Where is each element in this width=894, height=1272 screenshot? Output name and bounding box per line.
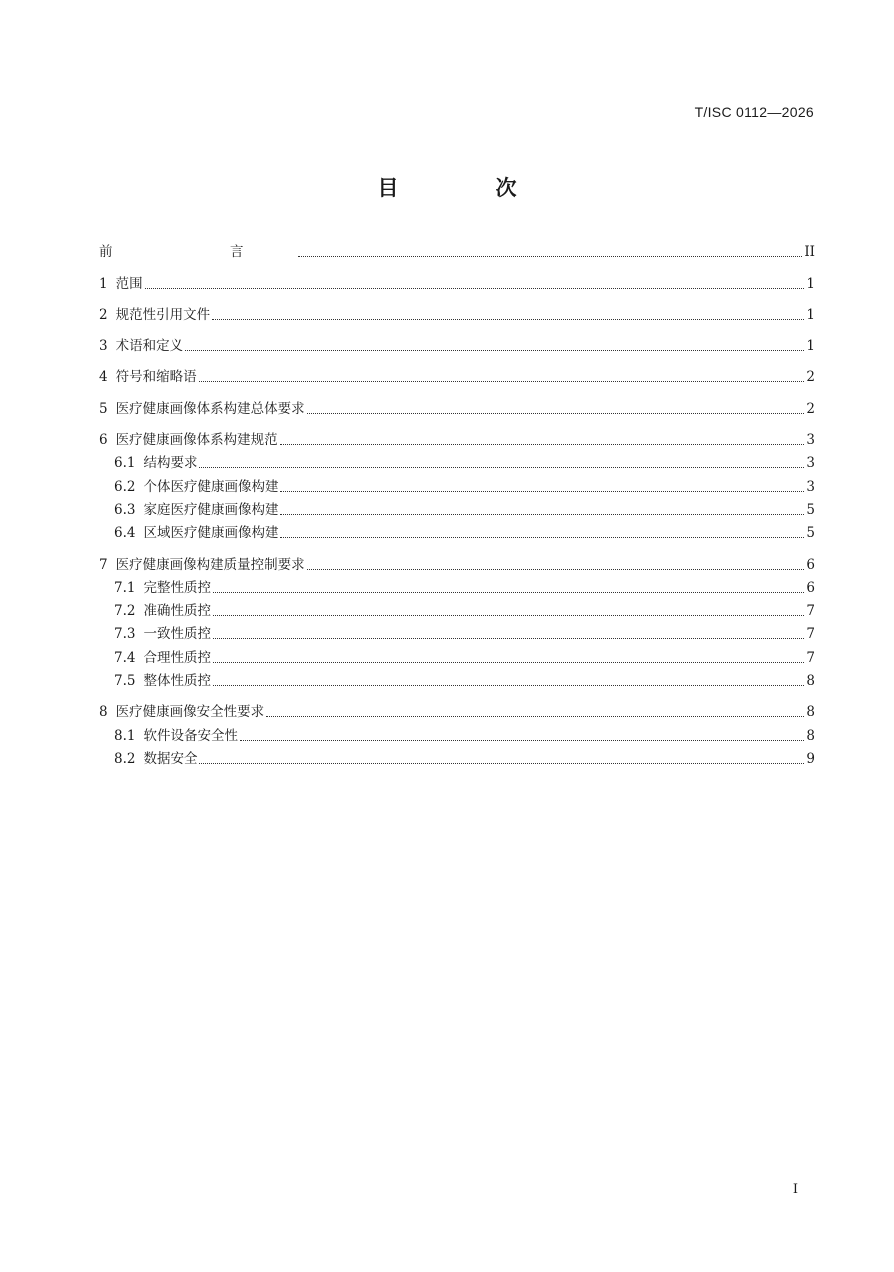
dot-leader [199, 763, 804, 764]
toc-entry[interactable] [99, 496, 815, 519]
toc-entry-number: 6 [99, 432, 108, 449]
toc-entry-page: 2 [806, 369, 815, 386]
toc-entry[interactable] [99, 472, 815, 495]
toc-entry-number: 6.2 [114, 478, 136, 495]
toc-entry[interactable] [99, 574, 815, 597]
dot-leader [199, 381, 805, 382]
toc-entry-number: 6.1 [114, 455, 136, 472]
document-code: T/ISC 0112—2026 [694, 104, 814, 120]
toc-entry[interactable] [99, 238, 815, 261]
toc-entry-number: 8.2 [114, 750, 136, 767]
toc-entry[interactable] [99, 301, 815, 324]
toc-entry-page: 5 [806, 501, 815, 518]
toc-entry-page: 1 [806, 306, 815, 323]
dot-leader [280, 444, 805, 445]
toc-entry-page: 1 [806, 338, 815, 355]
toc-entry-title: 合理性质控 [143, 649, 211, 666]
toc-entry[interactable] [99, 643, 815, 666]
toc-entry[interactable] [99, 363, 815, 386]
dot-leader [213, 662, 804, 663]
toc-entry-page: 8 [806, 704, 815, 721]
toc-entry-page: 6 [806, 579, 815, 596]
toc-entry-number: 7.1 [114, 579, 136, 596]
dot-leader [240, 740, 804, 741]
toc-entry-title: 数据安全 [143, 750, 198, 767]
toc-entry-page: 7 [806, 649, 815, 666]
toc-entry-number: 7 [99, 556, 108, 573]
toc-entry-page: 8 [806, 673, 815, 690]
dot-leader [199, 467, 804, 468]
toc-entry-title: 结构要求 [143, 455, 198, 472]
toc-entry[interactable] [99, 550, 815, 573]
toc-entry[interactable] [99, 667, 815, 690]
toc-entry-title: 整体性质控 [143, 673, 211, 690]
toc-entry-number: 7.3 [114, 626, 136, 643]
toc-entry-number: 7.5 [114, 673, 136, 690]
toc-entry-number: 6.4 [114, 525, 136, 542]
toc-entry-title: 医疗健康画像体系构建规范 [115, 432, 278, 449]
toc-entry-number: 3 [99, 338, 108, 355]
toc-entry[interactable] [99, 332, 815, 355]
toc-entry[interactable] [99, 597, 815, 620]
toc-entry-title: 符号和缩略语 [115, 369, 197, 386]
toc-entry-page: 7 [806, 626, 815, 643]
toc-entry-number: 2 [99, 306, 108, 323]
toc-entry[interactable] [99, 620, 815, 643]
dot-leader [298, 256, 803, 257]
dot-leader [213, 615, 804, 616]
toc-heading: 目 次 [377, 176, 555, 200]
toc-entry-title: 医疗健康画像构建质量控制要求 [115, 556, 305, 573]
toc-entry-title: 准确性质控 [143, 603, 211, 620]
toc-entry-number: 4 [99, 369, 108, 386]
dot-leader [307, 569, 805, 570]
toc-entry-page: 3 [806, 478, 815, 495]
toc-entry[interactable] [99, 519, 815, 542]
toc-entry[interactable] [99, 426, 815, 449]
dot-leader [145, 288, 805, 289]
toc-entry-number: 8.1 [114, 727, 136, 744]
page-number: I [792, 1182, 798, 1197]
toc-entry-page: II [804, 244, 815, 261]
toc-entry-title: 一致性质控 [143, 626, 211, 643]
toc-entry-number: 7.2 [114, 603, 136, 620]
toc-entry-title: 范围 [115, 275, 143, 292]
toc-entry[interactable] [99, 269, 815, 292]
dot-leader [185, 350, 804, 351]
toc-entry-number: 1 [99, 275, 108, 292]
toc-entry-page: 3 [806, 432, 815, 449]
toc-entry-number: 8 [99, 704, 108, 721]
toc-entry-number: 6.3 [114, 501, 136, 518]
toc-entry-page: 9 [806, 750, 815, 767]
dot-leader [280, 537, 804, 538]
toc-entry-title: 前 言 [99, 244, 296, 261]
toc-entry-title: 区域医疗健康画像构建 [143, 525, 279, 542]
toc-entry[interactable] [99, 698, 815, 721]
dot-leader [213, 685, 804, 686]
toc-entry-page: 3 [806, 455, 815, 472]
toc-entry[interactable] [99, 449, 815, 472]
toc-entry-page: 1 [806, 275, 815, 292]
toc-entry-title: 家庭医疗健康画像构建 [143, 501, 279, 518]
toc-entry-page: 8 [806, 727, 815, 744]
dot-leader [213, 592, 804, 593]
dot-leader [213, 638, 804, 639]
toc-entry-number: 7.4 [114, 649, 136, 666]
table-of-contents [99, 238, 815, 768]
dot-leader [212, 319, 804, 320]
toc-entry-title: 软件设备安全性 [143, 727, 238, 744]
toc-entry-title: 规范性引用文件 [115, 306, 211, 323]
toc-entry-page: 5 [806, 525, 815, 542]
dot-leader [266, 716, 804, 717]
toc-entry[interactable] [99, 721, 815, 744]
toc-entry-title: 个体医疗健康画像构建 [143, 478, 279, 495]
toc-entry[interactable] [99, 745, 815, 768]
dot-leader [307, 413, 805, 414]
toc-entry-title: 完整性质控 [143, 579, 211, 596]
toc-entry-title: 医疗健康画像安全性要求 [115, 704, 265, 721]
toc-entry-page: 6 [806, 556, 815, 573]
toc-entry-title: 医疗健康画像体系构建总体要求 [115, 400, 305, 417]
toc-entry-title: 术语和定义 [115, 338, 184, 355]
toc-entry-page: 2 [806, 400, 815, 417]
toc-entry[interactable] [99, 394, 815, 417]
toc-entry-page: 7 [806, 603, 815, 620]
dot-leader [280, 491, 804, 492]
dot-leader [280, 514, 804, 515]
toc-entry-number: 5 [99, 400, 108, 417]
